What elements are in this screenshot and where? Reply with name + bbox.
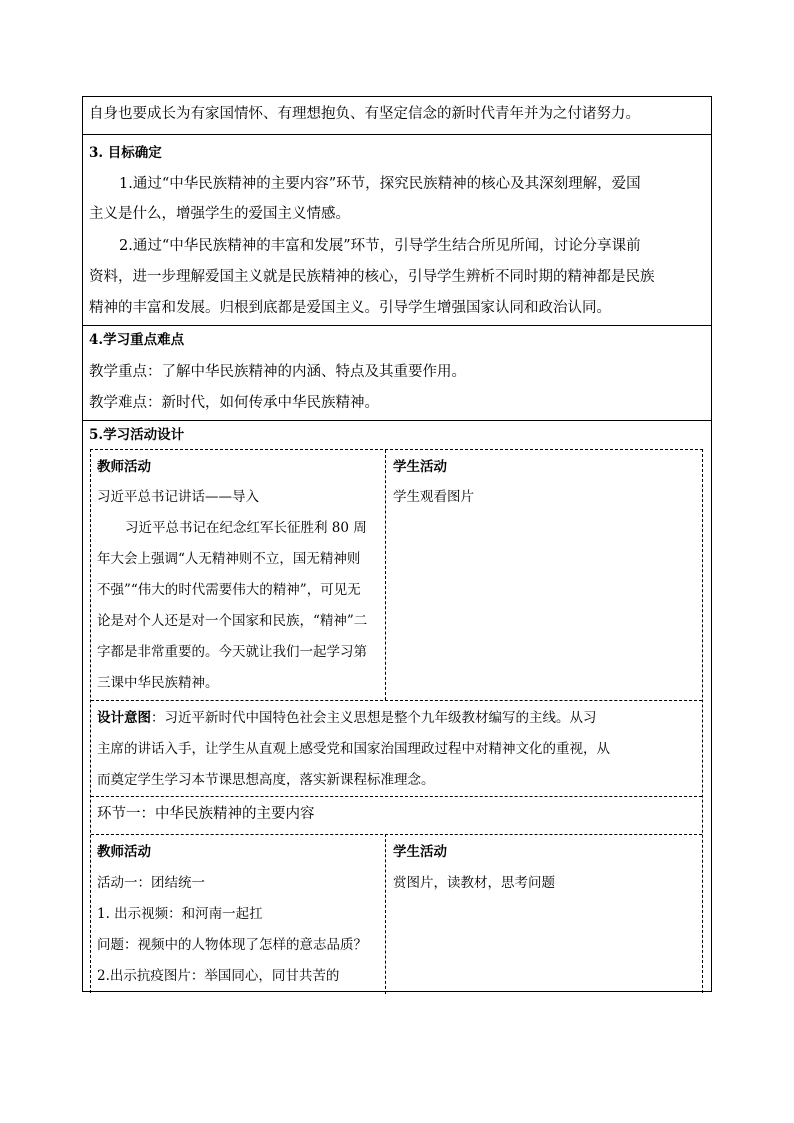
lesson-plan-table	[82, 96, 712, 992]
section4-difficulty: 教学难点：新时代，如何传承中华民族精神。	[89, 395, 379, 411]
section3-p2-l3: 精神的丰富和发展。归根到底都是爱国主义。引导学生增强国家认同和政治认同。	[89, 300, 611, 316]
column-divider	[385, 834, 386, 994]
teacher-line: 三课中华民族精神。	[97, 675, 219, 691]
teacher-line: 1. 出示视频：和河南一起扛	[97, 906, 263, 922]
design-intent-label: 设计意图	[97, 710, 151, 726]
row-divider	[91, 834, 702, 835]
column-divider	[385, 450, 386, 700]
teacher-activity-header: 教师活动	[97, 844, 151, 860]
teacher-line: 年大会上强调“人无精神则不立，国无精神则	[97, 551, 361, 567]
intro-line: 自身也要成长为有家国情怀、有理想抱负、有坚定信念的新时代青年并为之付诸努力。	[89, 106, 640, 122]
teacher-line: 2.出示抗疫图片：举国同心，同甘共苦的	[97, 968, 340, 984]
section3-p1-l1: 1.通过“中华民族精神的主要内容”环节，探究民族精神的核心及其深刻理解，爱国	[119, 176, 641, 192]
teacher-line: 习近平总书记讲话——导入	[97, 489, 259, 505]
section5-heading: 5.学习活动设计	[89, 427, 185, 443]
row-divider	[91, 796, 702, 797]
section3-p2-l1: 2.通过“中华民族精神的丰富和发展”环节，引导学生结合所见所闻，讨论分享课前	[119, 238, 641, 254]
section4-heading: 4.学习重点难点	[89, 332, 185, 348]
activity-design-table	[90, 449, 703, 993]
row-divider	[83, 420, 711, 421]
section4-key: 教学重点：了解中华民族精神的内涵、特点及其重要作用。	[89, 364, 466, 380]
design-intent-line-2: 主席的讲话入手，让学生从直观上感受党和国家治国理政过程中对精神文化的重视，从	[97, 741, 610, 757]
row-divider	[91, 700, 702, 701]
teacher-line: 习近平总书记在纪念红军长征胜利 80 周	[125, 520, 367, 536]
section3-heading: 3. 目标确定	[89, 145, 162, 161]
teacher-line: 字都是非常重要的。今天就让我们一起学习第	[97, 644, 367, 660]
teacher-line: 问题：视频中的人物体现了怎样的意志品质？	[97, 937, 367, 953]
section3-p1-l2: 主义是什么，增强学生的爱国主义情感。	[89, 206, 350, 222]
teacher-line: 论是对个人还是对一个国家和民族，“精神”二	[97, 613, 368, 629]
step1-title: 环节一：中华民族精神的主要内容	[97, 806, 315, 822]
teacher-line: 活动一：团结统一	[97, 875, 205, 891]
teacher-activity-header: 教师活动	[97, 459, 151, 475]
teacher-line: 不强”“伟大的时代需要伟大的精神”，可见无	[97, 582, 361, 598]
student-line: 赏图片，读教材，思考问题	[393, 875, 555, 891]
row-divider	[83, 325, 711, 326]
design-intent-line-1: 设计意图：习近平新时代中国特色社会主义思想是整个九年级教材编写的主线。从习	[97, 710, 597, 726]
student-line: 学生观看图片	[393, 489, 474, 505]
section3-p2-l2: 资料，进一步理解爱国主义就是民族精神的核心，引导学生辨析不同时期的精神都是民族	[89, 269, 655, 285]
student-activity-header: 学生活动	[393, 459, 447, 475]
design-intent-line-3: 而奠定学生学习本节课思想高度，落实新课程标准理念。	[97, 772, 435, 788]
student-activity-header: 学生活动	[393, 844, 447, 860]
row-divider	[83, 134, 711, 135]
